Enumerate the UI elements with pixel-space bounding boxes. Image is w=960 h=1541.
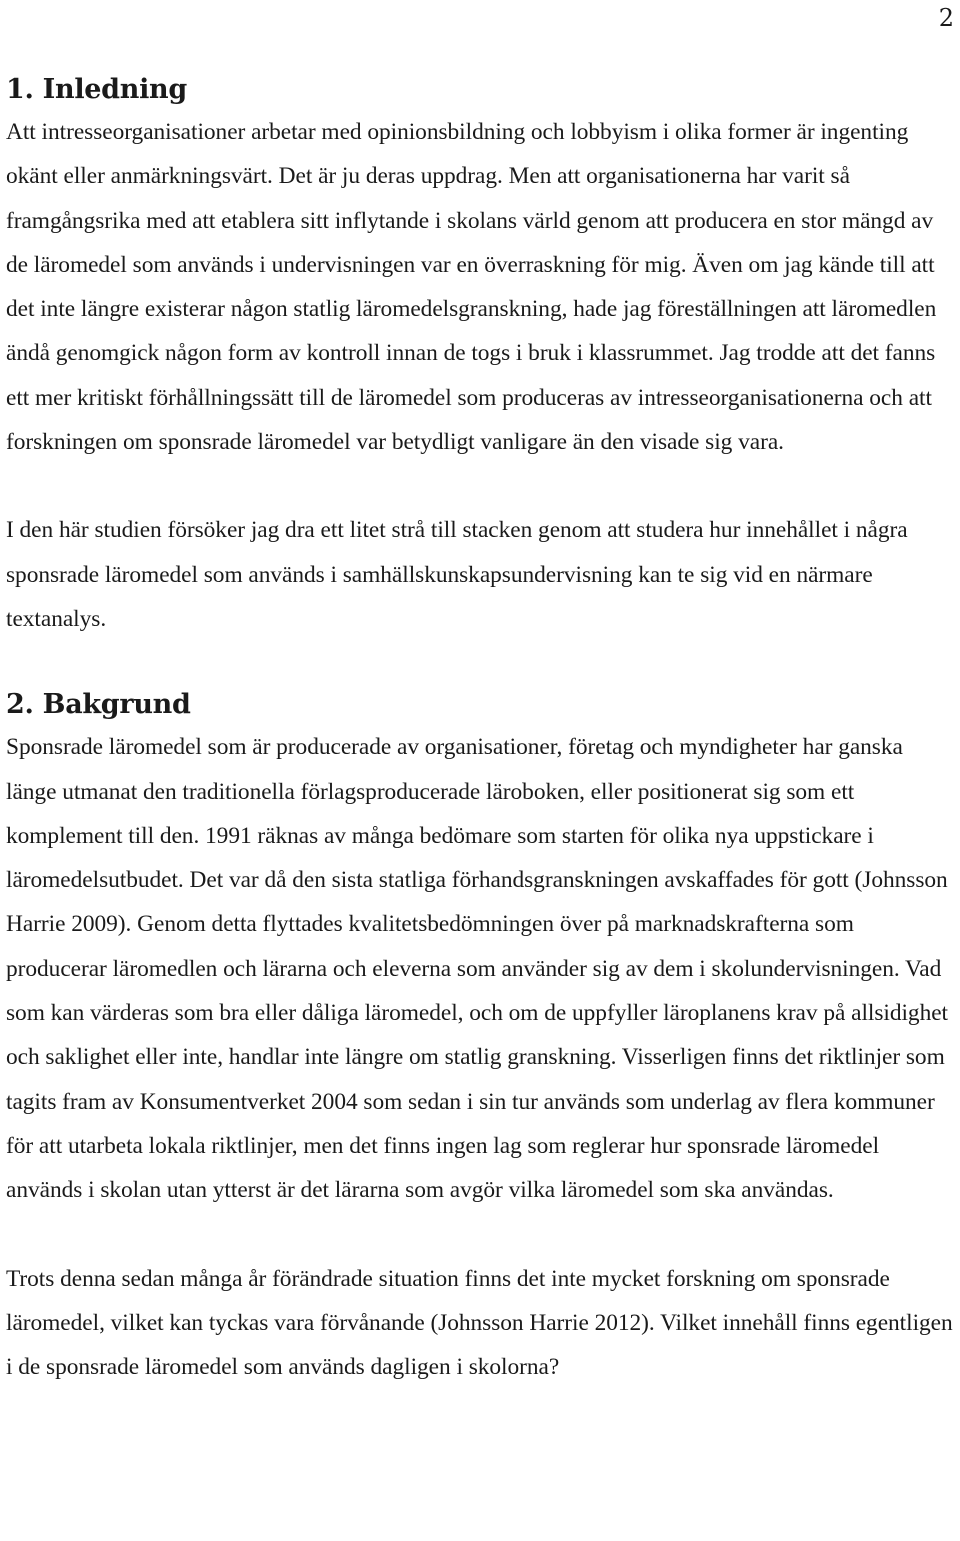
page-number: 2	[938, 4, 954, 32]
paragraph-inledning-1: Att intresseorganisationer arbetar med opinionsbildning och lobbyism i olika former är ingenting okänt eller anmärkningsvärt. Det är ju deras uppdrag. Men att organisationerna har varit så framgångsrika med att etablera sitt inflytande i skolans värld genom att producera en stor mängd av de läromedel som används i undervisningen var en överraskning för mig. Även om jag kände till att det inte längre existerar någon statlig läromedelsgranskning, hade jag föreställningen att läromedlen ändå genomgick någon form av kontroll innan de togs i bruk i klassrummet. Jag trodde att det fanns ett mer kritiskt förhållningssätt till de läromedel som produceras av intresseorganisationerna och att forskningen om sponsrade läromedel var betydligt vanligare än den visade sig vara.	[6, 119, 937, 456]
paragraph-bakgrund-1: Sponsrade läromedel som är producerade av organisationer, företag och myndigheter har ganska länge utmanat den traditionella förlagsproducerade läroboken, eller positionerat sig som ett komplement till den. 1991 räknas av många bedömare som starten för olika nya uppstickare i läromedelsutbudet. Det var då den sista statliga förhandsgranskningen avskaffades för gott (Johnsson Harrie 2009). Genom detta flyttades kvalitetsbedömningen över på marknadskrafterna som producerar läromedlen och lärarna och eleverna som använder sig av dem i skolundervisningen. Vad som kan värderas som bra eller dåliga läromedel, och om de uppfyller läroplanens krav på allsidighet och saklighet eller inte, handlar inte längre om statlig granskning. Visserligen finns det riktlinjer som tagits fram av Konsumentverket 2004 som sedan i sin tur används som underlag av flera kommuner för att utarbeta lokala riktlinjer, men det finns ingen lag som reglerar hur sponsrade läromedel används i skolan utan ytterst är det lärarna som avgör vilka läromedel som ska användas.	[6, 734, 949, 1204]
document-body	[6, 70, 956, 1389]
section-heading-inledning: 1. Inledning	[6, 74, 187, 105]
paragraph-inledning-2: I den här studien försöker jag dra ett litet strå till stacken genom att studera hur innehållet i några sponsrade läromedel som används i samhällskunskapsundervisning kan te sig vid en närmare textanalys.	[6, 517, 908, 632]
section-spacer	[6, 641, 956, 685]
paragraph-bakgrund-2: Trots denna sedan många år förändrade situation finns det inte mycket forskning om sponsrade läromedel, vilket kan tyckas vara förvånande (Johnsson Harrie 2012). Vilket innehåll finns egentligen i de sponsrade läromedel som används dagligen i skolorna?	[6, 1265, 953, 1381]
section-heading-bakgrund: 2. Bakgrund	[6, 689, 191, 721]
